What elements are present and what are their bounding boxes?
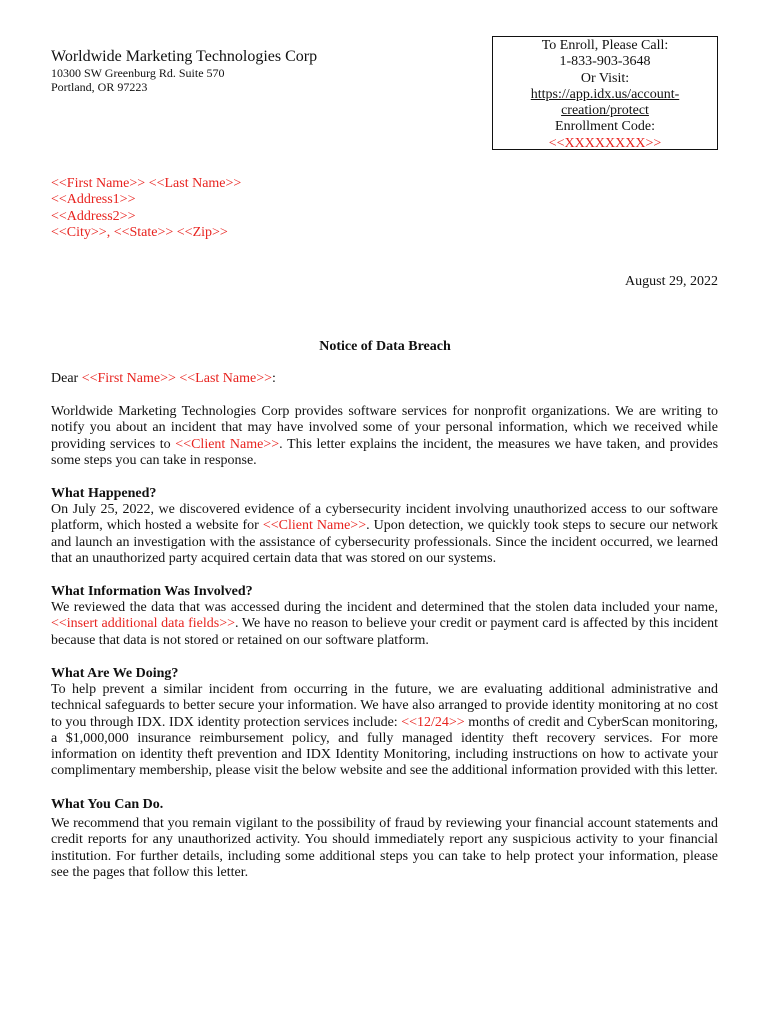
what-information-heading: What Information Was Involved? (51, 584, 253, 599)
what-doing-heading: What Are We Doing? (51, 666, 179, 681)
recipient-last-name: <<Last Name>> (148, 176, 242, 191)
what-doing-part1: To help prevent a similar incident from occurring in the future, we are evaluating additional administrative and technical safeguards to better secure your information. We have also arranged to provide identity monitoring at no cost to you through IDX. IDX identity protection services include: (51, 682, 718, 730)
letter-date: August 29, 2022 (625, 274, 718, 289)
enrollment-code-label: Enrollment Code: (555, 119, 655, 135)
recipient-address-block: <<First Name>> <<Last Name>> <<Address1>> <<Address2>> <<City>>, <<State>> <<Zip>> (51, 176, 242, 240)
what-information-part2: . We have no reason to believe your credit or payment card is affected by this incident because that data is not stored or retained on our software platform. (51, 616, 718, 648)
recipient-first-name: <<First Name>> (51, 176, 146, 191)
salutation-prefix: Dear (51, 371, 79, 386)
what-doing-paragraph (51, 682, 718, 780)
sender-company-name: Worldwide Marketing Technologies Corp (51, 48, 318, 65)
enroll-phone-number: 1-833-903-3648 (559, 54, 651, 70)
salutation-last-name: <<Last Name>> (179, 371, 273, 386)
intro-client-name: <<Client Name>> (175, 436, 280, 452)
salutation (51, 371, 276, 387)
what-happened-part1: On July 25, 2022, we discovered evidence of a cybersecurity incident involving unauthorized access to our software platform, which hosted a website for (51, 502, 718, 534)
intro-text-part2: . This letter explains the incident, the measures we have taken, and provides some steps you can take in response. (51, 436, 719, 468)
salutation-colon: : (272, 371, 276, 386)
what-you-can-do-paragraph: We recommend that you remain vigilant to the possibility of fraud by reviewing your financial account statements and credit reports for any unauthorized activity. You should immediately report any suspicious activity to your financial institution. For further details, including some additional steps you can take to help protect your information, please see the pages that follow this letter. (51, 816, 718, 880)
sender-address-line2: Portland, OR 97223 (51, 80, 148, 94)
intro-paragraph (51, 404, 718, 469)
sender-address-line1: 10300 SW Greenburg Rd. Suite 570 (51, 66, 225, 80)
what-happened-heading: What Happened? (51, 486, 157, 501)
what-information-fields: <<insert additional data fields>> (51, 616, 236, 632)
what-doing-part2: months of credit and CyberScan monitoring, a $1,000,000 insurance reimbursement policy, and fully managed identity theft recovery services. For more information on identity theft prevention and IDX Identity Monitoring, including instructions on how to activate your complimentary membership, please visit the below website and see the additional information provided with this letter. (51, 714, 718, 779)
what-information-paragraph (51, 600, 718, 649)
recipient-address1: <<Address1>> (51, 192, 136, 208)
intro-text-part1: Worldwide Marketing Technologies Corp provides software services for nonprofit organizations. We are writing to notify you about an incident that may have involved some of your personal information, which we received while providing services to (51, 404, 718, 452)
recipient-state: <<State>> (113, 224, 174, 240)
salutation-first-name: <<First Name>> (81, 371, 176, 386)
enroll-url-link-continued[interactable]: creation/protect (561, 103, 649, 119)
what-happened-client-name: <<Client Name>> (262, 518, 367, 534)
enroll-call-label: To Enroll, Please Call: (541, 38, 669, 53)
what-doing-months: <<12/24>> (401, 714, 465, 730)
enrollment-info-box (492, 36, 718, 150)
what-happened-paragraph (51, 502, 718, 567)
enrollment-code-value: <<XXXXXXXX>> (548, 135, 662, 151)
what-happened-part2: . Upon detection, we quickly took steps to secure our network and launch an investigation with the assistance of cybersecurity professionals. Since the incident occurred, we learned that an unauthorized party acquired certain data that was stored on our systems. (51, 518, 719, 566)
recipient-zip: <<Zip>> (176, 224, 228, 240)
recipient-address2: <<Address2>> (51, 208, 136, 224)
enroll-url-link[interactable]: https://app.idx.us/account- (530, 86, 680, 102)
what-information-part1: We reviewed the data that was accessed during the incident and determined that the stolen data included your name, (51, 600, 718, 615)
notice-title: Notice of Data Breach (319, 339, 451, 354)
enroll-visit-label: Or Visit: (580, 70, 630, 86)
what-you-can-do-heading: What You Can Do. (51, 797, 164, 812)
recipient-city: <<City>> (51, 224, 107, 240)
